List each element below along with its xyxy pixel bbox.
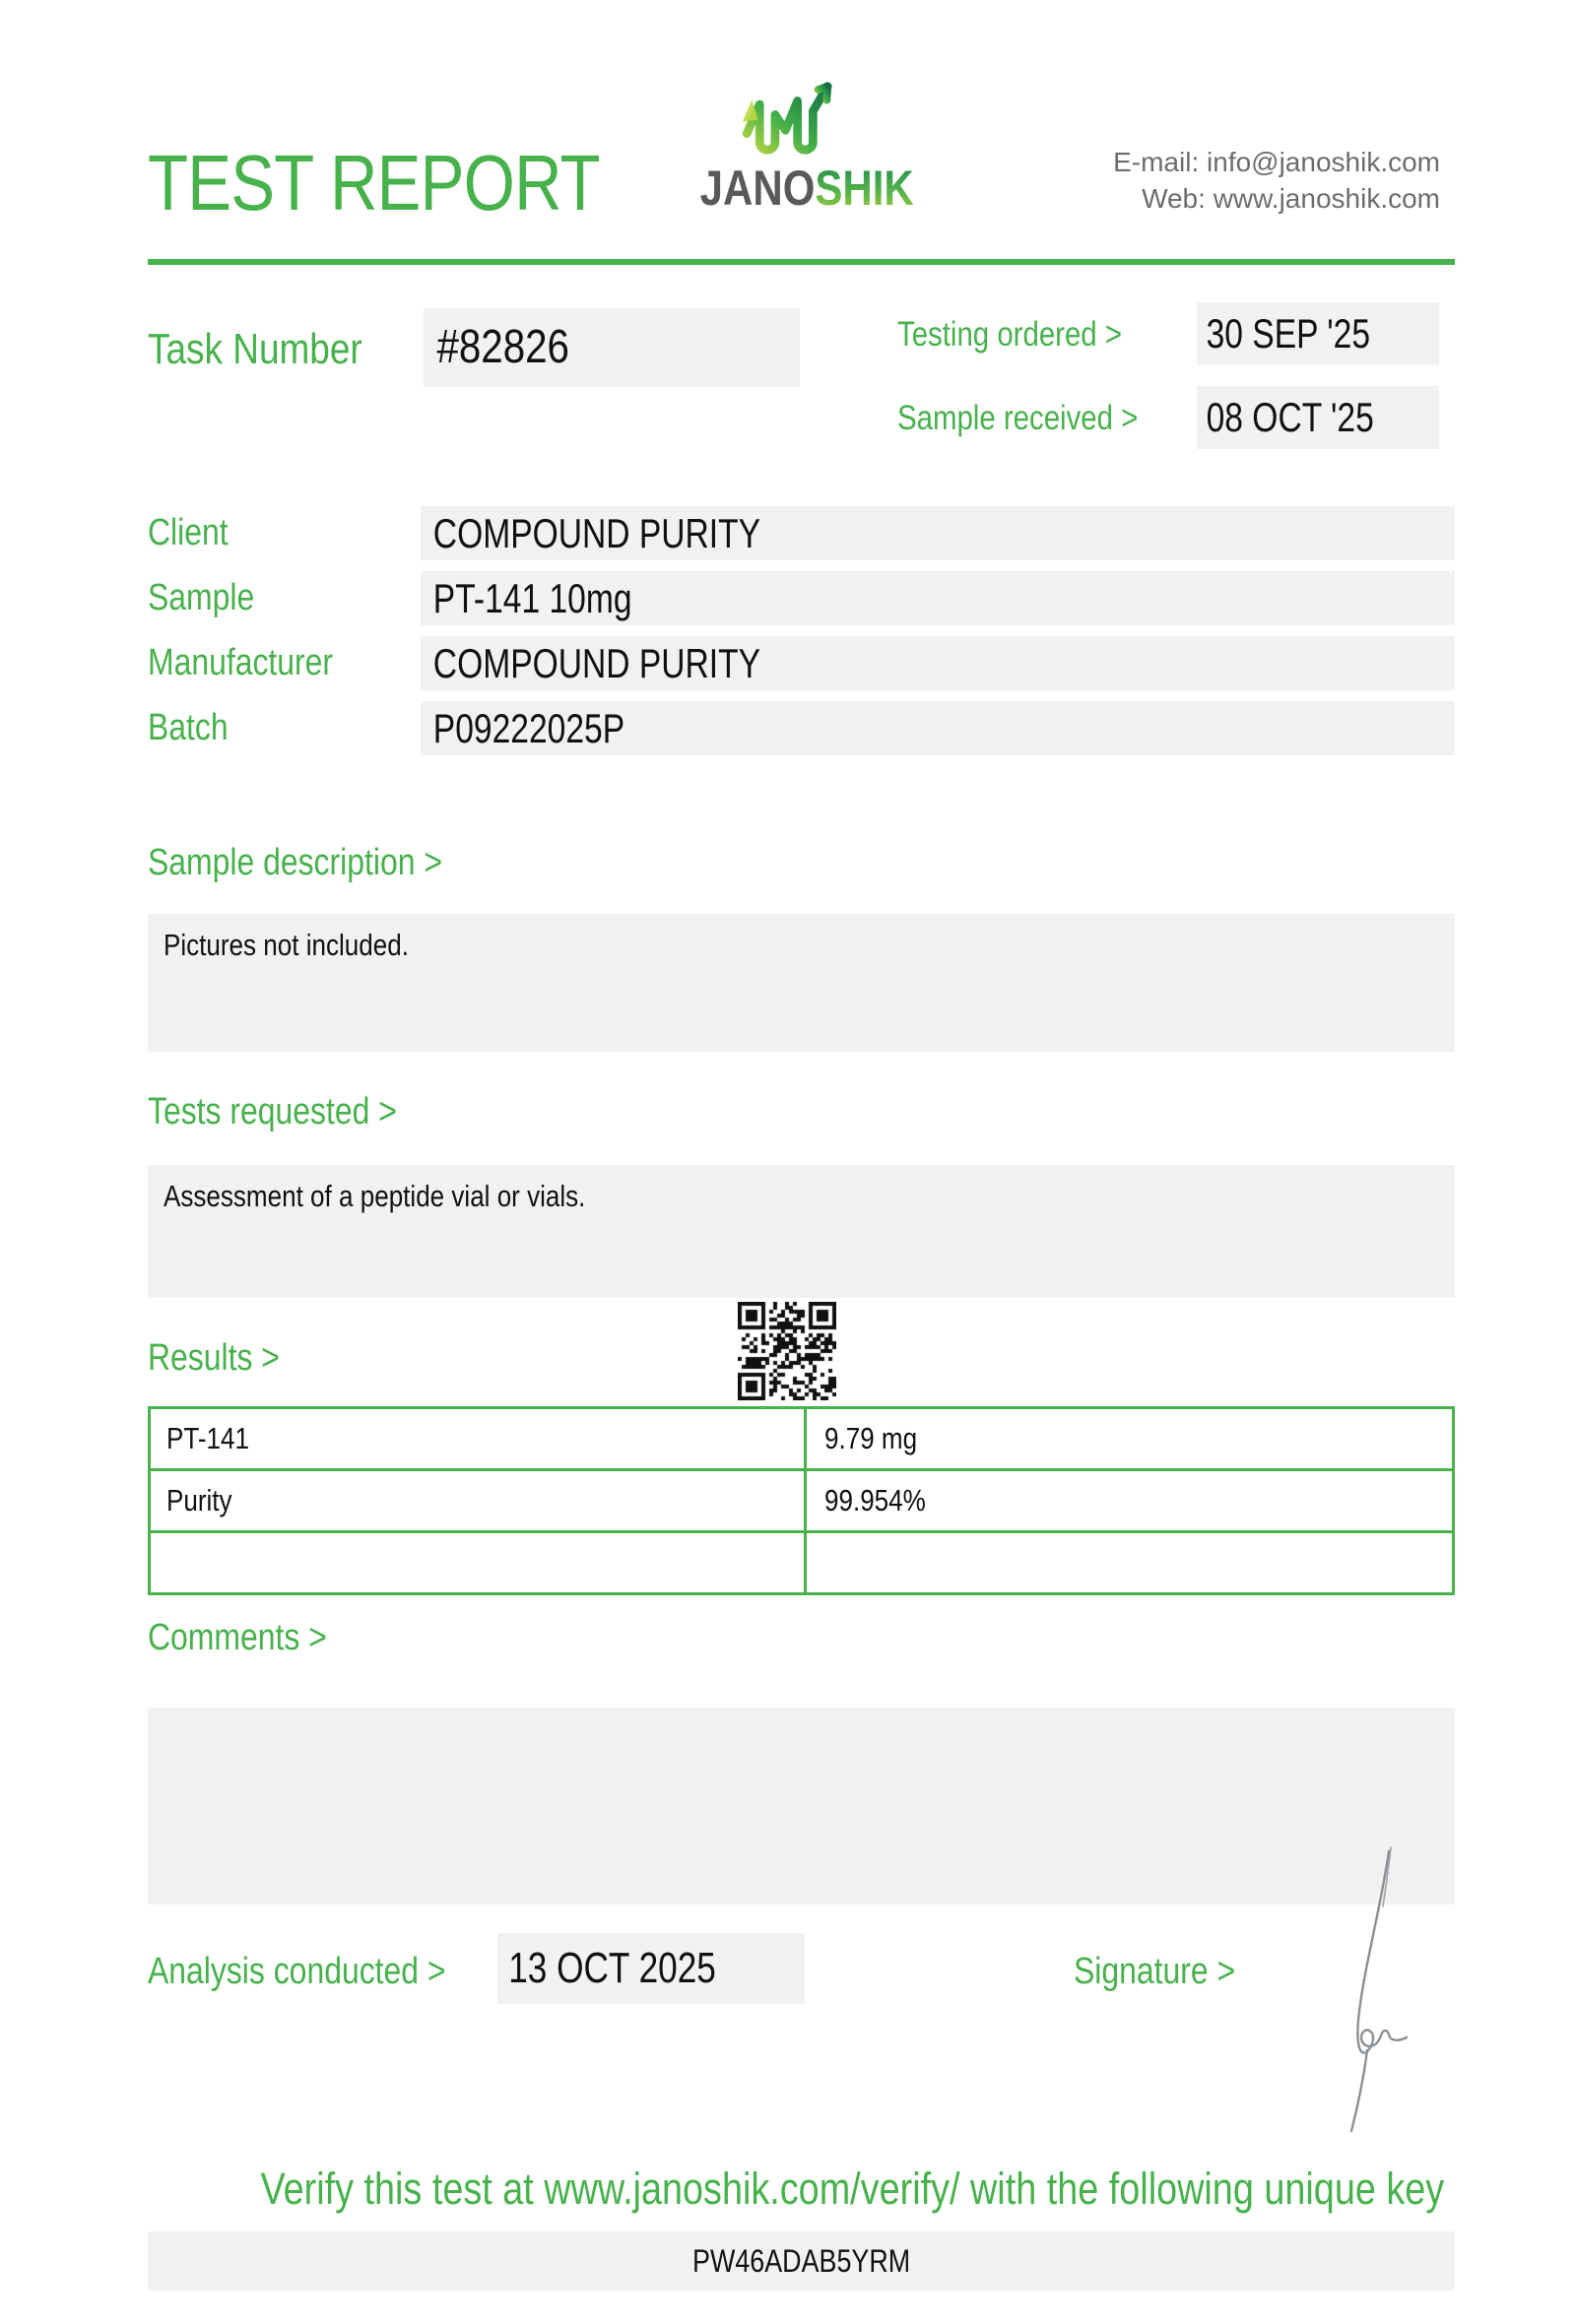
sample-received-label [897,399,1184,438]
page-title-text: TEST REPORT [148,139,600,226]
logo-wordmark [680,161,914,216]
handwritten-signature [1302,1843,1430,2139]
info-label-manufacturer-text: Manufacturer [148,642,334,683]
sample-received-field [1197,386,1439,449]
results-row [148,1468,1455,1533]
contact-email: E-mail: info@janoshik.com [1113,147,1440,177]
tests-requested-box [148,1165,1455,1298]
analysis-conducted-label-text: Analysis conducted > [148,1951,446,1992]
result-value-cell [807,1471,1452,1530]
result-name: Purity [166,1483,232,1517]
tests-requested-heading-text: Tests requested > [148,1091,397,1132]
testing-ordered-label [897,315,1164,355]
info-label-sample [148,571,275,625]
comments-heading-text: Comments > [148,1617,327,1658]
info-field-sample [421,571,1455,625]
verify-key-field [148,2231,1455,2291]
sample-description-heading-text: Sample description > [148,842,442,883]
task-number-field [424,308,800,387]
verify-instruction-text: Verify this test at www.janoshik.com/verify/ with the following unique key [260,2163,1445,2214]
sample-received-value: 08 OCT '25 [1206,394,1374,440]
comments-heading [148,1617,361,1658]
testing-ordered-field [1197,302,1439,365]
analysis-conducted-label [148,1950,502,1993]
verify-key-value: PW46ADAB5YRM [691,2243,911,2279]
result-name-cell [151,1533,807,1592]
info-label-client-text: Client [148,512,229,553]
signature-label [1074,1950,1266,1993]
results-row [148,1530,1455,1595]
testing-ordered-value: 30 SEP '25 [1206,310,1371,356]
logo-growth-chart-icon [741,77,835,160]
page-title [148,139,686,226]
result-value: 9.79 mg [824,1421,918,1455]
sample-description-box [148,914,1455,1052]
contact-block [985,144,1440,217]
signature-label-text: Signature > [1074,1951,1236,1992]
info-value-manufacturer: COMPOUND PURITY [432,640,761,686]
sample-description-content: Pictures not included. [164,928,409,962]
logo-text-primary: JANO [699,161,816,216]
results-heading-text: Results > [148,1337,280,1379]
info-label-sample-text: Sample [148,577,255,618]
results-table [148,1406,1455,1595]
info-label-batch [148,701,243,755]
task-number-label [148,325,403,374]
info-value-batch: P09222025P [432,705,625,751]
info-value-client: COMPOUND PURITY [432,510,761,556]
result-value-cell [807,1533,1452,1592]
verify-instruction [148,2164,1455,2214]
qr-code [738,1302,836,1400]
info-field-batch [421,701,1455,755]
result-name: PT-141 [166,1421,249,1455]
info-label-manufacturer [148,636,368,690]
info-field-client [421,506,1455,560]
info-label-batch-text: Batch [148,707,229,748]
contact-web: Web: www.janoshik.com [1142,183,1440,214]
tests-requested-content: Assessment of a peptide vial or vials. [164,1179,586,1213]
result-value-cell [807,1409,1452,1468]
result-value: 99.954% [824,1483,926,1517]
info-field-manufacturer [421,636,1455,690]
results-heading [148,1337,304,1379]
results-row [148,1406,1455,1471]
analysis-date-value: 13 OCT 2025 [508,1944,716,1992]
header-divider [148,259,1455,265]
sample-received-label-text: Sample received > [897,399,1139,437]
result-name-cell [151,1471,807,1530]
result-name-cell [151,1409,807,1468]
info-label-client [148,506,243,560]
info-value-sample: PT-141 10mg [432,575,632,621]
tests-requested-heading [148,1091,444,1132]
testing-ordered-label-text: Testing ordered > [897,315,1122,354]
task-number-label-text: Task Number [148,325,362,373]
analysis-date-field [497,1933,805,2004]
sample-description-heading [148,842,498,883]
comments-box [148,1708,1455,1904]
task-number-value: #82826 [436,321,569,373]
logo-text-accent: SHIK [815,161,914,216]
